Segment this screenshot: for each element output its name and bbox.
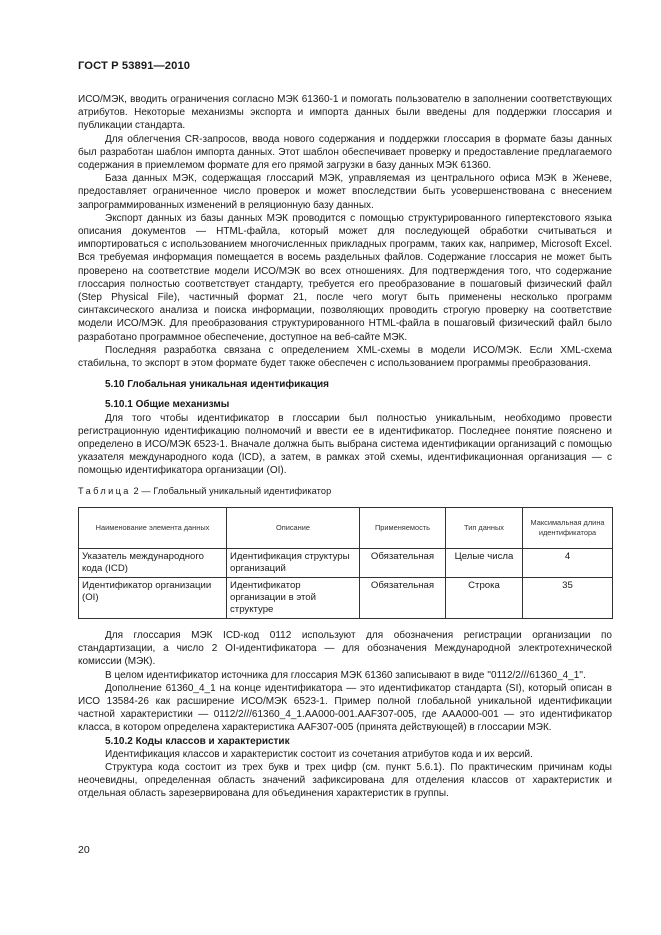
paragraph: Экспорт данных из базы данных МЭК проводится с помощью структурированного гипертекстового языка описания документов — HTML-файла, который может для последующей обработки считываться и импортироваться с использованием многочисленных прикладных программ, таких как, например, Microsoft Excel. Вся требуемая информация помещается в восемь раздельных файлов. Содержание глоссария не может быть проверено на соответствие модели ИСО/МЭК во всех отношениях. Для подтверждения того, что содержание глоссария полностью соответствует стандарту, требуется его преобразование в пошаговый физический файл (Step Physical File), частичный формат 21, после чего могут быть применены несколько программ синтаксического анализа и поиска информации, позволяющих проводить строгую проверку на соответствие модели ИСО/МЭК. Для преобразования структурированного HTML-файла в пошаговый физический файл было разработано программное обеспечение, доступное на веб-сайте МЭК. [78,212,612,343]
table-cell: Указатель международного кода (ICD) [79,548,227,577]
table-header-cell: Тип данных [446,507,523,548]
identifier-table [78,507,613,619]
table-header-cell: Наименование элемента данных [79,507,227,548]
paragraph: База данных МЭК, содержащая глоссарий МЭК, управляемая из центрального офиса МЭК в Женеве, предоставляет ограниченное число проверок и может впоследствии быть усовершенствована с внесением запрограммированных изменений в реляционную базу данных. [78,173,612,211]
paragraph: Идентификация классов и характеристик состоит из сочетания атрибутов кода и их версий. [105,748,533,760]
table-cell: Идентификатор организации (OI) [79,577,227,618]
table-cell: Строка [446,577,523,618]
table-header-cell: Применяемость [360,507,446,548]
table-cell: Целые числа [446,548,523,577]
table-cell: Идентификация структуры организаций [227,548,360,577]
table-header-cell: Описание [227,507,360,548]
table-header-cell: Максимальная длина идентификатора [523,507,613,548]
table-header-row [79,507,613,548]
table-cell: Обязательная [360,577,446,618]
subsection-heading: 5.10.2 Коды классов и характеристик [105,735,290,747]
paragraph: Для того чтобы идентификатор в глоссарии был полностью уникальным, необходимо провести регистрационную идентификацию полномочий и ввести ее в идентификатор. Последнее понятие пояснено и определено в ИСО/МЭК 6523-1. Вначале должна быть выбрана система идентификации организаций с помощью указателя международного кода (ICD), а затем, в рамках этой схемы, идентификационная организация — с помощью идентификатора организации (OI). [78,412,612,477]
paragraph: Структура кода состоит из трех букв и трех цифр (см. пункт 5.6.1). По практическим причинам коды неочевидны, определенная область значений зафиксирована для отделения классов от характеристик и отдельная область зарезервирована для объединения характеристик в группы. [78,761,612,800]
paragraph: Последняя разработка связана с определением XML-схемы в модели ИСО/МЭК. Если XML-схема стабильна, то экспорт в этом формате будет также обеспечен с использованием программы преобразования. [78,344,612,370]
paragraph: Для глоссария МЭК ICD-код 0112 используют для обозначения регистрации организации по стандартизации, а число 2 OI-идентификатора — для обозначения Международной электротехнической комиссии (МЭК). [78,629,612,668]
paragraph: В целом идентификатор источника для глоссария МЭК 61360 записывают в виде ''0112/2///61360_4_1''. [105,669,586,681]
table-caption [78,485,612,498]
table-caption-text: 2 — Глобальный уникальный идентификатор [130,485,332,496]
table-caption-word: Таблица [78,485,131,496]
table-cell: 4 [523,548,613,577]
table-row [79,548,613,577]
table-cell: Обязательная [360,548,446,577]
subsection-heading: 5.10.1 Общие механизмы [105,399,230,411]
table-cell: 35 [523,577,613,618]
page-number: 20 [78,844,90,856]
document-header: ГОСТ Р 53891—2010 [78,60,191,72]
paragraph: Для облегчения CR-запросов, ввода нового содержания и поддержки глоссария в формате базы данных был разработан шаблон импорта данных. Этот шаблон обеспечивает проверку и предоставление предлагаемого содержания в приемлемом формате для его прямой загрузки в базу данных МЭК 61360. [78,133,612,172]
table-row [79,577,613,618]
table-cell: Идентификатор организации в этой структуре [227,577,360,618]
page-content [78,93,612,801]
section-heading: 5.10 Глобальная уникальная идентификация [105,379,329,391]
paragraph: Дополнение 61360_4_1 на конце идентификатора — это идентификатор стандарта (SI), который описан в ИСО 13584-26 как расширение ИСО/МЭК 6523-1. Пример полной глобальной уникальной идентификации частной характеристики — 0112/2///61360_4_1.AA000-001.AAF307-005, где AAA000-001 — это идентификатор класса, в котором определена характеристика AAF307-005 (принята действующей) в глоссарии МЭК. [78,682,612,734]
paragraph: ИСО/МЭК, вводить ограничения согласно МЭК 61360-1 и помогать пользователю в заполнении соответствующих атрибутов. Некоторые механизмы экспорта и импорта данных были введены для поддержки глоссария и публикации стандарта. [78,94,612,132]
